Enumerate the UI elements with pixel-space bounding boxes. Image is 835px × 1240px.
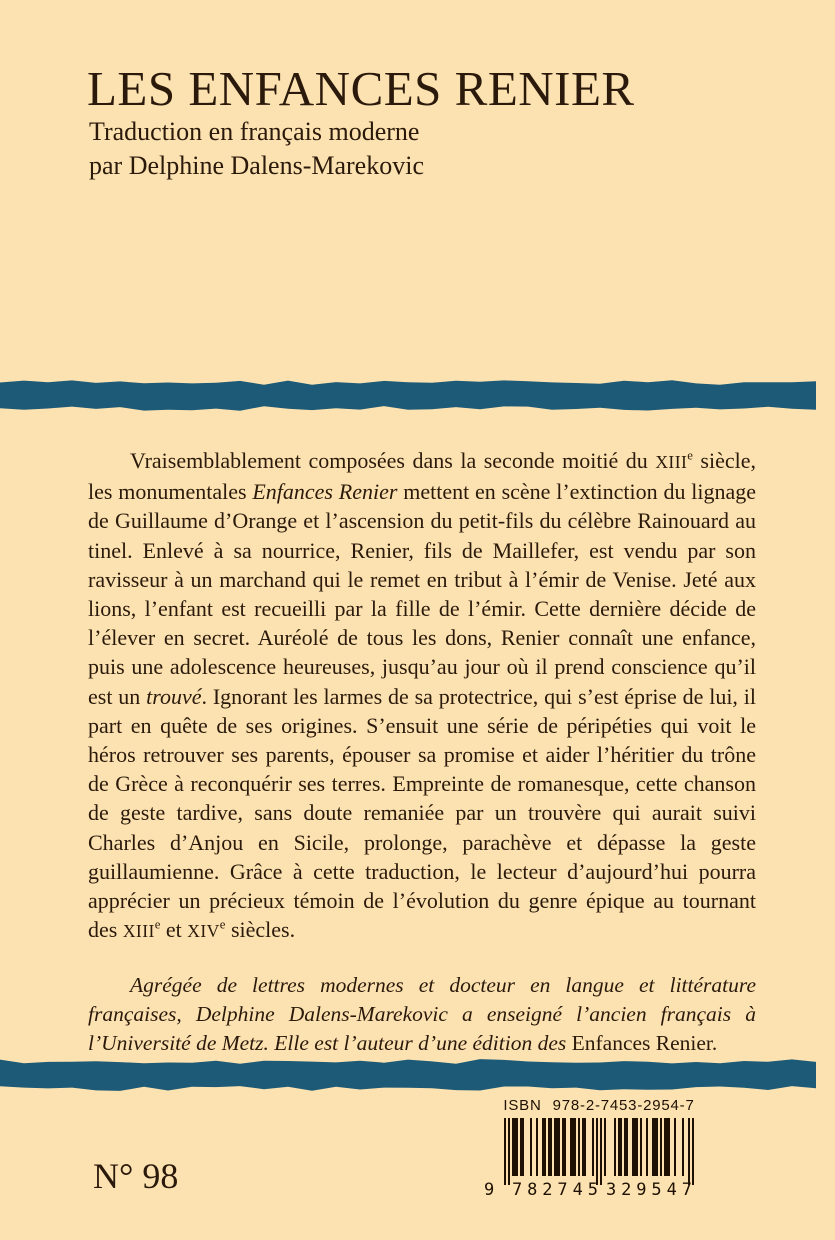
text-segment: e — [154, 917, 161, 932]
subtitle-line-2: par Delphine Dalens-Marekovic — [89, 151, 424, 180]
subtitle-line-1: Traduction en français moderne — [89, 117, 420, 146]
text-segment: Agrégée de lettres modernes et docteur en langue et littérature françaises, Delphine Dalens-Marekovic a enseigné l’ancien français à l’Université de Metz. Elle est l’auteur d’une édition des — [88, 973, 756, 1055]
subtitle — [89, 115, 424, 183]
painted-band-bottom — [0, 1059, 835, 1091]
collection-number: N° 98 — [93, 1156, 179, 1196]
isbn-label — [504, 1097, 694, 1114]
barcode-digits-group1: 7 8 2 7 4 5 — [512, 1180, 598, 1200]
text-segment: siècles. — [225, 917, 296, 943]
text-segment: e — [687, 448, 693, 463]
painted-band-top — [0, 380, 835, 411]
text-segment: mettent en scène l’extinction du lignage de Guillaume d’Orange et l’ascension du petit-fils du célèbre Rainouard au tinel. Enlevé à sa nourrice, Renier, fils de Maillefer, est vendu par son ravisseur à un marchand qui le remet en tribut à l’émir de Venise. Jeté aux lions, l’enfant est recueilli par la fille de l’émir. Cette dernière décide de l’élever en secret. Auréolé de tous les dons, Renier connaît une enfance, puis une adolescence heureuses, jusqu’au jour où il prend conscience qu’il est un — [88, 479, 756, 709]
text-segment: XIV — [187, 921, 220, 942]
text-segment: e — [219, 917, 226, 932]
text-segment: siècle, les monumentales — [88, 448, 756, 505]
text-segment: Enfances Renier — [252, 479, 398, 505]
text-segment: Enfances Renier. — [571, 1031, 718, 1055]
barcode-digit-left: 9 — [484, 1180, 495, 1200]
text-segment: XIII — [655, 452, 688, 472]
ean-barcode-row — [482, 1118, 696, 1204]
text-segment: trouvé — [146, 683, 202, 709]
isbn-block — [482, 1097, 696, 1205]
ean-barcode — [504, 1118, 694, 1186]
author-bio-paragraph — [88, 971, 756, 1058]
blurb-paragraph — [88, 446, 756, 946]
page-title: LES ENFANCES RENIER — [87, 61, 635, 116]
barcode-digits-group2: 3 2 9 5 4 7 — [606, 1180, 692, 1200]
isbn-word: ISBN — [503, 1097, 542, 1114]
text-segment: et — [160, 917, 188, 943]
text-segment: . Ignorant les larmes de sa protectrice, qui s’est éprise de lui, il part en quête de ses origines. S’ensuit une série de péripéties qui voit le héros retrouver ses parents, épouser sa promise et aider l’héritier du trône de Grèce à reconquérir ses terres. Empreinte de romanesque, cette chanson de geste tardive, sans doute remaniée par un trouvère qui aurait suivi Charles d’Anjou en Sicile, prolonge, parachève et dépasse la geste guillaumienne. Grâce à cette traduction, le lecteur d’aujourd’hui pourra apprécier un précieux témoin de l’évolution du genre épique au tournant des — [88, 683, 756, 943]
text-segment: XIII — [122, 921, 155, 942]
text-segment: Vraisemblablement composées dans la seconde moitié du — [130, 448, 656, 473]
isbn-number: 978-2-7453-2954-7 — [552, 1097, 695, 1114]
